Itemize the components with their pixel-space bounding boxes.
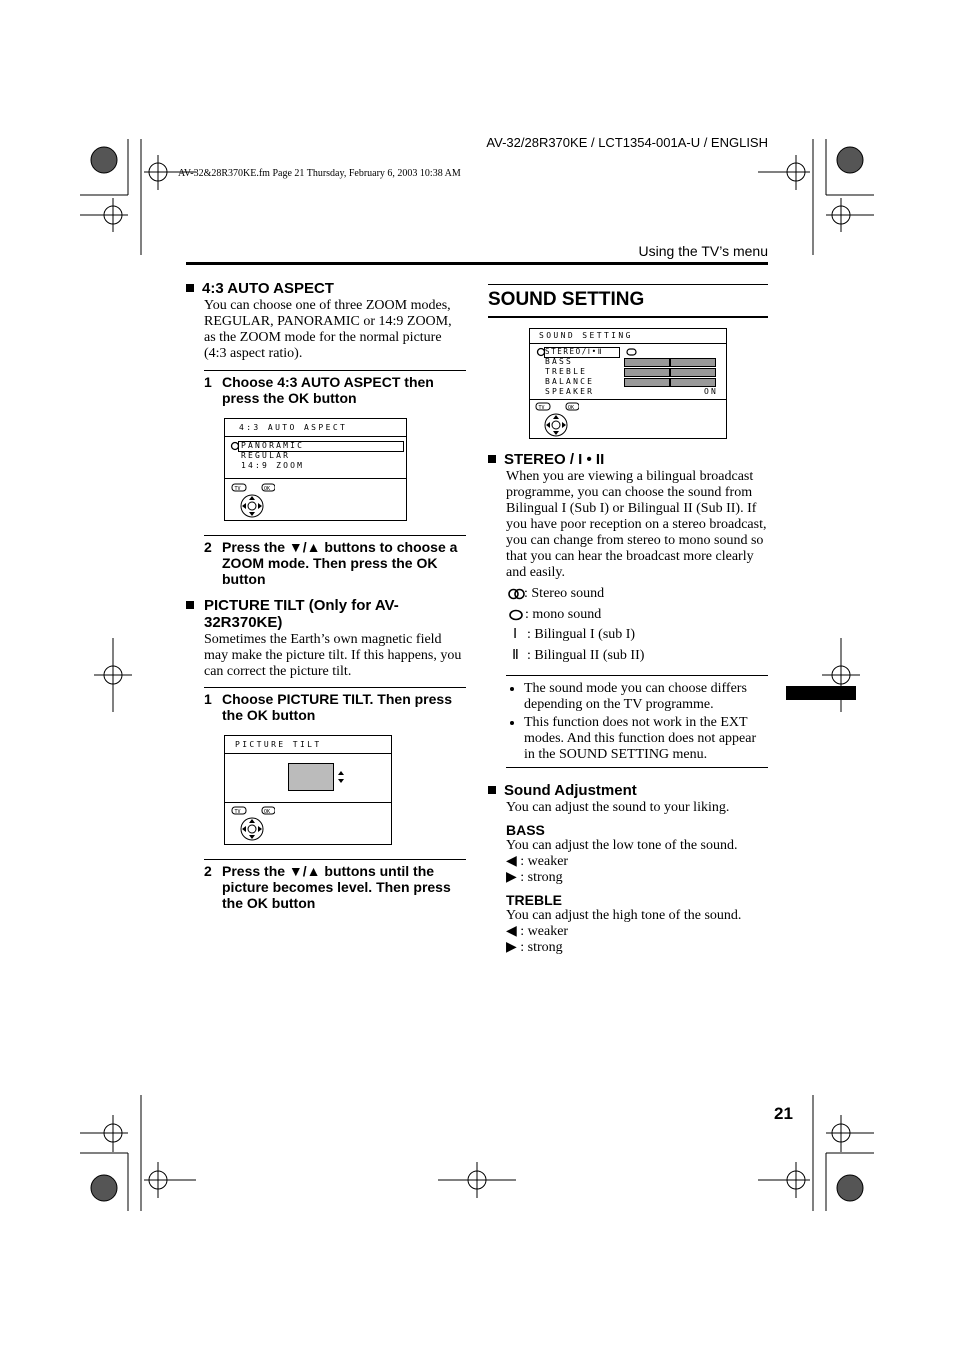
legend-mono: : mono sound bbox=[508, 607, 768, 627]
auto-aspect-heading: 4:3 AUTO ASPECT bbox=[186, 280, 466, 297]
treble-weaker: ◀ : weaker bbox=[506, 924, 569, 939]
speaker-value: ON bbox=[703, 387, 718, 396]
remote-buttons-icon bbox=[231, 482, 275, 518]
sound-setting-title: SOUND SETTING bbox=[488, 289, 645, 310]
svg-text:TV: TV bbox=[538, 405, 545, 411]
divider bbox=[204, 370, 466, 371]
treble-slider[interactable] bbox=[624, 368, 716, 377]
section-label: Using the TV’s menu bbox=[638, 243, 768, 259]
page-number: 21 bbox=[774, 1104, 793, 1123]
right-column bbox=[488, 284, 768, 956]
sub2-symbol: Ⅱ bbox=[512, 648, 519, 663]
auto-aspect-menu bbox=[224, 418, 407, 521]
balance-slider[interactable] bbox=[624, 378, 716, 387]
auto-aspect-step2: 2 Press the ▼/▲ buttons to choose a ZOOM mode. Then press the OK button bbox=[204, 539, 458, 587]
chapter-tab bbox=[786, 686, 856, 700]
picture-tilt-heading: PICTURE TILT (Only for AV-32R370KE) bbox=[186, 597, 466, 631]
note-item: • The sound mode you can choose differs depending on the TV programme. bbox=[524, 681, 768, 713]
remote-buttons-icon bbox=[535, 401, 579, 437]
stereo-heading: STEREO / I • II bbox=[488, 451, 768, 468]
menu-title: PICTURE TILT bbox=[225, 736, 391, 754]
menu-divider bbox=[530, 399, 726, 400]
menu-item-bass[interactable]: BASS bbox=[545, 357, 574, 366]
sound-adjustment-heading: Sound Adjustment bbox=[488, 782, 768, 799]
menu-item-panoramic[interactable]: PANORAMIC bbox=[241, 441, 305, 450]
svg-text:OK: OK bbox=[264, 486, 271, 492]
menu-item-speaker[interactable]: SPEAKER bbox=[545, 387, 595, 396]
menu-title: 4:3 AUTO ASPECT bbox=[225, 419, 406, 437]
bullet-square-icon bbox=[488, 455, 496, 463]
bass-body: You can adjust the low tone of the sound. bbox=[506, 838, 738, 853]
bass-slider[interactable] bbox=[624, 358, 716, 367]
treble-label: TREBLE bbox=[506, 892, 562, 908]
stereo-body: When you are viewing a bilingual broadcast programme, you can choose the sound from Bilingual I (Sub I) or Bilingual II (Sub II). If you have poor reception on a stereo broadcast, you can change from stereo to mono sound so that you can hear the broadcast more clearly and easily. bbox=[506, 469, 767, 580]
svg-text:OK: OK bbox=[568, 405, 575, 411]
picture-tilt-step2: 2 Press the ▼/▲ buttons until the picture becomes level. Then press the OK button bbox=[204, 863, 451, 911]
menu-item-stereo[interactable]: STEREO/Ⅰ•Ⅱ bbox=[545, 347, 604, 356]
menu-item-treble[interactable]: TREBLE bbox=[545, 367, 588, 376]
tilt-preview-box bbox=[288, 763, 334, 791]
sound-setting-menu bbox=[529, 328, 727, 439]
bass-label: BASS bbox=[506, 822, 545, 838]
bass-strong: ▶ : strong bbox=[506, 870, 563, 885]
remote-buttons-icon bbox=[231, 805, 275, 841]
menu-divider bbox=[225, 478, 406, 479]
treble-body: You can adjust the high tone of the sound. bbox=[506, 908, 742, 923]
picture-tilt-step1: 1 Choose PICTURE TILT. Then press the OK button bbox=[204, 691, 452, 723]
title-rule-top bbox=[488, 284, 768, 285]
menu-item-regular[interactable]: REGULAR bbox=[241, 451, 291, 460]
note-item: • This function does not work in the EXT modes. And this function does not appear in the SOUND SETTING menu. bbox=[524, 715, 768, 763]
svg-text:TV: TV bbox=[234, 486, 241, 492]
mono-sound-icon bbox=[509, 609, 523, 621]
divider bbox=[204, 859, 466, 860]
sound-adjustment-body: You can adjust the sound to your liking. bbox=[506, 800, 730, 815]
file-meta: AV-32&28R370KE.fm Page 21 Thursday, February 6, 2003 10:38 AM bbox=[178, 168, 461, 179]
picture-tilt-menu bbox=[224, 735, 392, 845]
divider bbox=[204, 687, 466, 688]
header-rule bbox=[186, 262, 768, 265]
treble-level-mark bbox=[669, 368, 671, 377]
menu-item-balance[interactable]: BALANCE bbox=[545, 377, 595, 386]
sound-legend bbox=[508, 586, 768, 669]
balance-level-mark bbox=[669, 378, 671, 387]
divider bbox=[506, 767, 768, 768]
up-down-arrows-icon bbox=[337, 770, 345, 784]
divider bbox=[506, 675, 768, 676]
menu-title: SOUND SETTING bbox=[530, 329, 726, 344]
svg-text:TV: TV bbox=[234, 809, 241, 815]
auto-aspect-step1: 1 Choose 4:3 AUTO ASPECT then press the OK button bbox=[204, 374, 434, 406]
doc-id: AV-32/28R370KE / LCT1354-001A-U / ENGLISH bbox=[486, 135, 768, 150]
legend-stereo: : Stereo sound bbox=[508, 586, 768, 607]
svg-text:OK: OK bbox=[264, 809, 271, 815]
bullet-square-icon bbox=[186, 284, 194, 292]
left-column bbox=[186, 280, 466, 911]
bass-weaker: ◀ : weaker bbox=[506, 854, 569, 869]
menu-item-14-9-zoom[interactable]: 14:9 ZOOM bbox=[241, 461, 305, 470]
picture-tilt-body: Sometimes the Earth’s own magnetic field may make the picture tilt. If this happens, you can correct the picture tilt. bbox=[204, 632, 462, 679]
bass-level-mark bbox=[669, 358, 671, 367]
stereo-notes bbox=[506, 681, 768, 763]
title-rule-bottom bbox=[488, 316, 768, 318]
auto-aspect-body: You can choose one of three ZOOM modes, REGULAR, PANORAMIC or 14:9 ZOOM, as the ZOOM mode for the normal picture (4:3 aspect ratio). bbox=[204, 298, 452, 361]
sub1-symbol: Ⅰ bbox=[513, 627, 518, 642]
stereo-indicator-icon bbox=[626, 348, 638, 356]
bullet-square-icon bbox=[488, 786, 496, 794]
stereo-sound-icon bbox=[508, 588, 526, 600]
legend-bilingual-2: Ⅱ : Bilingual II (sub II) bbox=[512, 648, 645, 663]
divider bbox=[204, 535, 466, 536]
bullet-square-icon bbox=[186, 601, 194, 609]
treble-strong: ▶ : strong bbox=[506, 940, 563, 955]
legend-bilingual-1: Ⅰ : Bilingual I (sub I) bbox=[513, 627, 636, 642]
menu-divider bbox=[225, 802, 391, 803]
